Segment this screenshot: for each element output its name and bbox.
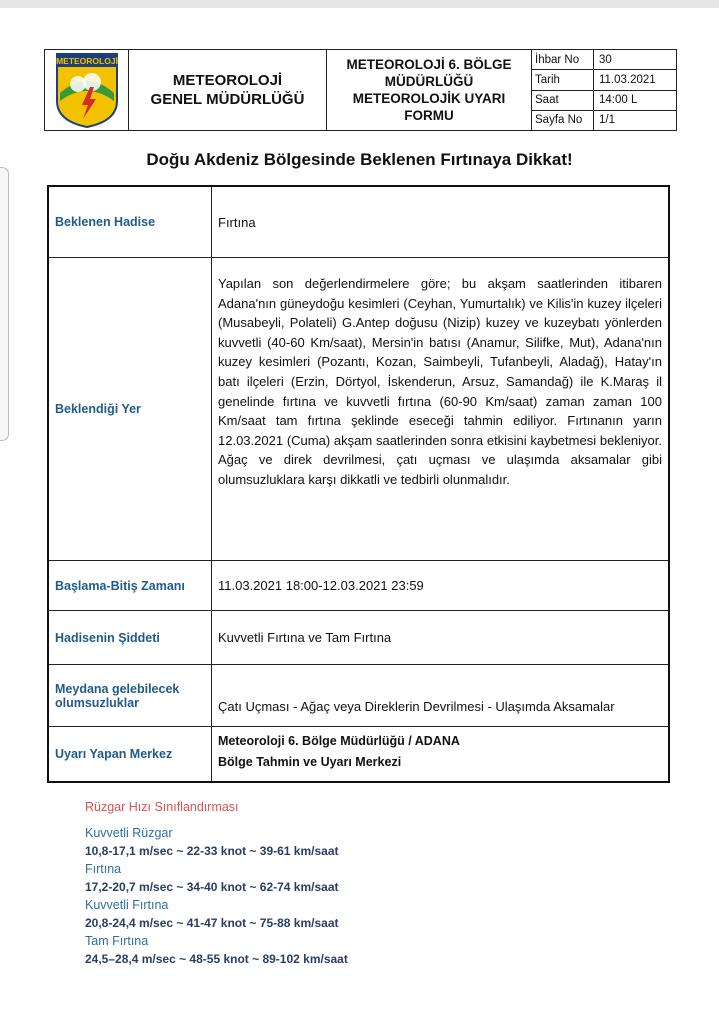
legend-item bbox=[85, 897, 505, 933]
row-value: Çatı Uçması - Ağaç veya Direklerin Devrilmesi - Ulaşımda Aksamalar bbox=[218, 699, 615, 714]
warning-table bbox=[47, 185, 670, 783]
meta-value: 30 bbox=[599, 53, 612, 66]
legend-category: Fırtına bbox=[85, 862, 122, 876]
legend-title: Rüzgar Hızı Sınıflandırması bbox=[85, 800, 239, 814]
form-title-line-4: FORMU bbox=[404, 108, 454, 123]
row-label: Meydana gelebilecek olumsuzluklar bbox=[49, 665, 212, 726]
side-edge-tab[interactable] bbox=[0, 167, 9, 441]
legend-range: 24,5–28,4 m/sec ~ 48-55 knot ~ 89-102 km/saat bbox=[85, 952, 348, 966]
row-value: Yapılan son değerlendirmelere göre; bu akşam saatlerinden itibaren Adana'nın güneydoğu kesimleri (Ceyhan, Yumurtalık) ve Kilis'in kuzey ilçeleri (Musabeyli, Polateli) G.Antep doğusu (Nizip) kuzey ve kuzeybatı yönlerden kuvvetli (40-60 Km/saat), Mersin'in batısı (Anamur, Silifke, Mut), Adana'nın kuzey kesimleri (Pozantı, Kozan, Saimbeyli, Tufanbeyli, Aladağ), Hatay'ın batı ilçeleri (Erzin, Dörtyol, İskenderun, Arsuz, Samandağ) ile K.Maraş il genelinde fırtına ve kuvvetli fırtına (60-90 Km/saat) zaman zaman 100 Km/saat tam fırtına şeklinde eseceği tahmin ediliyor. Fırtınanın yarın 12.03.2021 (Cuma) akşam saatlerinden sonra etkisini kaybetmesi bekleniyor. Ağaç ve direk devrilmesi, çatı uçması ve ulaşımda aksamalar gibi olumsuzluklara karşı dikkatli ve tedbirli olunmalıdır. bbox=[218, 276, 662, 487]
form-title bbox=[327, 50, 532, 130]
row-value: Kuvvetli Fırtına ve Tam Fırtına bbox=[218, 630, 392, 645]
form-title-line-2: MÜDÜRLÜĞÜ bbox=[384, 74, 474, 89]
row-hadise-siddeti bbox=[49, 611, 668, 665]
meta-table bbox=[532, 50, 676, 130]
row-uyari-merkezi bbox=[49, 727, 668, 781]
center-line-2: Bölge Tahmin ve Uyarı Merkezi bbox=[218, 755, 402, 769]
legend-category: Kuvvetli Rüzgar bbox=[85, 826, 173, 840]
meta-row-sayfa bbox=[532, 111, 676, 130]
meta-value: 11.03.2021 bbox=[599, 73, 656, 86]
top-status-bar bbox=[0, 0, 719, 8]
meta-row-ihbar bbox=[532, 50, 676, 70]
meta-row-saat bbox=[532, 91, 676, 111]
legend-range: 20,8-24,4 m/sec ~ 41-47 knot ~ 75-88 km/saat bbox=[85, 916, 339, 930]
logo-cell bbox=[45, 50, 129, 130]
row-label: Hadisenin Şiddeti bbox=[49, 611, 212, 664]
row-baslama-bitis bbox=[49, 561, 668, 611]
legend-item bbox=[85, 825, 505, 861]
meta-key: İhbar No bbox=[532, 50, 594, 69]
header-table bbox=[44, 49, 677, 131]
legend-category: Kuvvetli Fırtına bbox=[85, 898, 169, 912]
form-title-line-3: METEOROLOJİK UYARI bbox=[352, 91, 506, 106]
org-name bbox=[129, 50, 327, 130]
legend-range: 10,8-17,1 m/sec ~ 22-33 knot ~ 39-61 km/saat bbox=[85, 844, 339, 858]
row-value: Fırtına bbox=[218, 214, 256, 230]
warning-title: Doğu Akdeniz Bölgesinde Beklenen Fırtınaya Dikkat! bbox=[146, 150, 573, 169]
wind-legend bbox=[85, 800, 505, 969]
meteoroloji-logo-icon bbox=[54, 51, 120, 129]
legend-item bbox=[85, 861, 505, 897]
meta-key: Tarih bbox=[532, 70, 594, 89]
meta-value: 14:00 L bbox=[599, 94, 638, 107]
form-title-line-1: METEOROLOJİ 6. BÖLGE bbox=[346, 57, 512, 72]
org-line-2: GENEL MÜDÜRLÜĞÜ bbox=[150, 91, 305, 108]
row-beklendigi-yer bbox=[49, 258, 668, 561]
row-olumsuzluklar bbox=[49, 665, 668, 727]
org-line-1: METEOROLOJİ bbox=[172, 72, 283, 89]
row-label: Uyarı Yapan Merkez bbox=[49, 727, 212, 781]
legend-category: Tam Fırtına bbox=[85, 934, 149, 948]
row-value bbox=[212, 727, 668, 781]
legend-range: 17,2-20,7 m/sec ~ 34-40 knot ~ 62-74 km/saat bbox=[85, 880, 339, 894]
meta-key: Sayfa No bbox=[532, 111, 594, 130]
center-line-1: Meteoroloji 6. Bölge Müdürlüğü / ADANA bbox=[218, 734, 460, 748]
row-value: 11.03.2021 18:00-12.03.2021 23:59 bbox=[218, 578, 424, 593]
logo-text: METEOROLOJİ bbox=[55, 56, 118, 66]
meta-value: 1/1 bbox=[599, 114, 615, 127]
row-beklenen-hadise bbox=[49, 187, 668, 258]
meta-key: Saat bbox=[532, 91, 594, 110]
row-label: Başlama-Bitiş Zamanı bbox=[49, 561, 212, 610]
legend-item bbox=[85, 933, 505, 969]
meta-row-tarih bbox=[532, 70, 676, 90]
row-label: Beklendiği Yer bbox=[49, 258, 212, 560]
row-label: Beklenen Hadise bbox=[49, 187, 212, 257]
